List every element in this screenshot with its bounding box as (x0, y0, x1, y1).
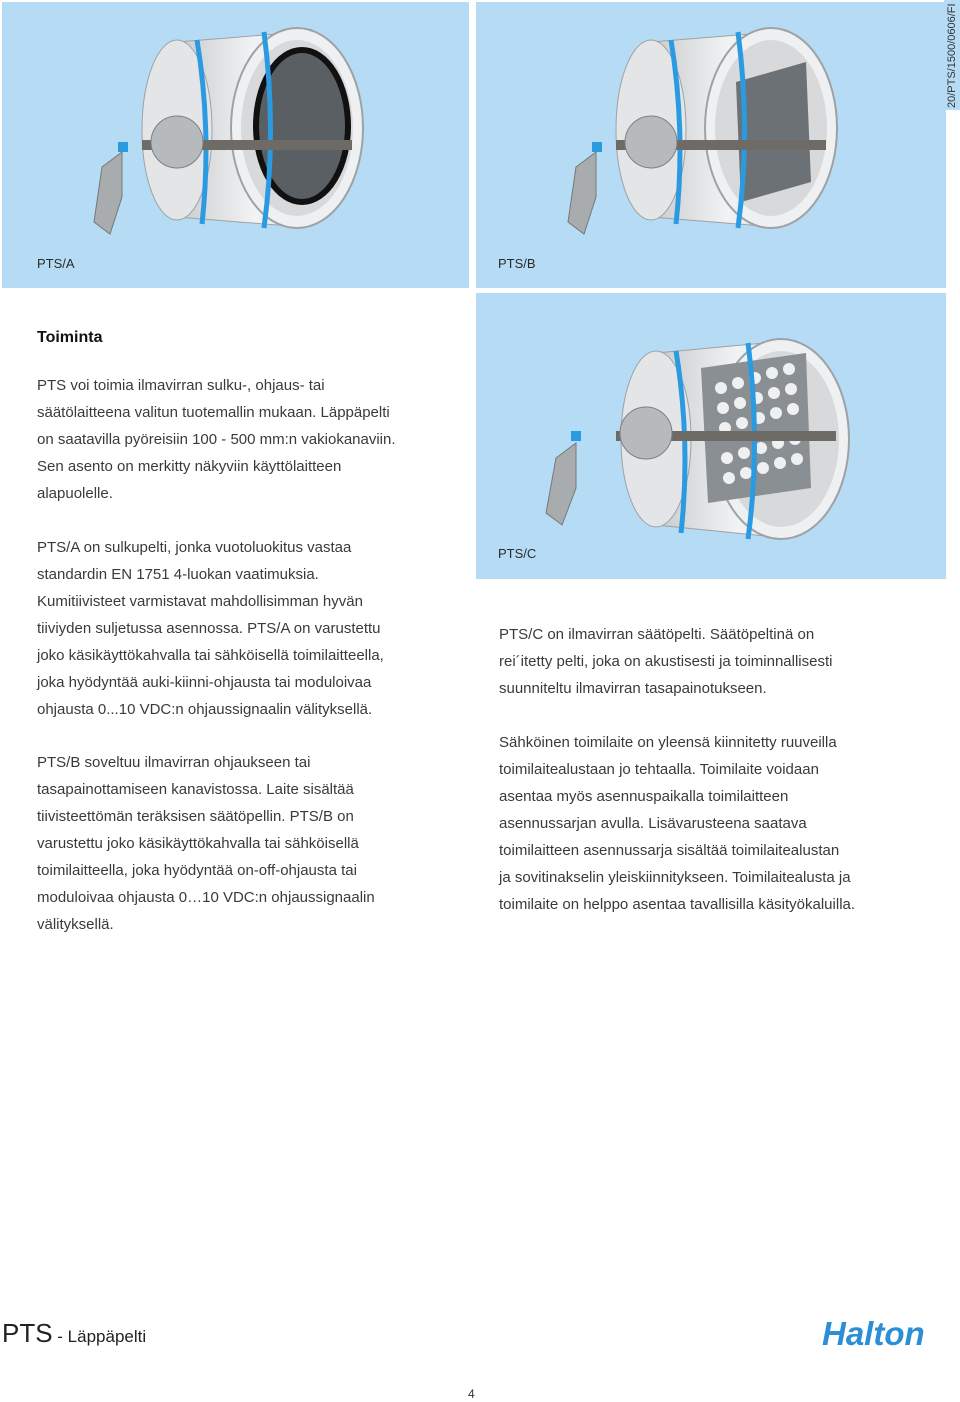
footer-product-name: - Läppäpelti (52, 1327, 147, 1346)
text-line: tiivisteettömän teräksisen säätöpellin. PTS/B on (37, 808, 354, 825)
product-panel-pts-a (2, 2, 469, 288)
text-line: ja sovitinakselin yleiskiinnitykseen. Toimilaitealusta ja (499, 869, 851, 886)
panel-label-pts-c: PTS/C (498, 546, 537, 561)
text-line: toimilaitteen asennussarja sisältää toimilaitealustan (499, 842, 840, 859)
halton-logo (822, 1316, 947, 1350)
text-line: varustettu joko käsikäyttökahvalla tai sähköisellä (37, 835, 359, 852)
text-line: tiiviyden suljetussa asennossa. PTS/A on varustettu (37, 620, 381, 637)
panel-label-pts-b: PTS/B (498, 256, 536, 271)
right-paragraph-1 (499, 621, 832, 702)
left-paragraph-2 (37, 534, 384, 723)
text-line: standardin EN 1751 4-luokan vaatimuksia. (37, 566, 319, 583)
text-line: toimilaite on helppo asentaa tavallisilla käsityökaluilla. (499, 896, 856, 913)
text-line: Sähköinen toimilaite on yleensä kiinnitetty ruuveilla (499, 734, 837, 751)
damper-illustration-pts-c (476, 293, 946, 579)
text-line: on saatavilla pyöreisiin 100 - 500 mm:n vakiokanaviin. (37, 431, 396, 448)
document-code-strip (944, 0, 960, 110)
damper-illustration-pts-a (2, 2, 469, 288)
text-line: suunniteltu ilmavirran tasapainotukseen. (499, 680, 767, 697)
text-line: alapuolelle. (37, 485, 113, 502)
left-paragraph-3 (37, 749, 375, 938)
product-panel-pts-c (476, 293, 946, 579)
text-line: PTS/C on ilmavirran säätöpelti. Säätöpeltinä on (499, 626, 815, 643)
left-paragraph-1 (37, 372, 396, 507)
text-line: säätölaitteena valitun tuotemallin mukaan. Läppäpelti (37, 404, 390, 421)
text-line: toimilaitteella, joka hyödyntää on-off-ohjausta tai (37, 862, 357, 879)
document-code: 20/PTS/1500/0606/FI (946, 3, 958, 108)
damper-illustration-pts-b (476, 2, 946, 288)
text-line: joka hyödyntää auki-kiinni-ohjausta tai moduloivaa (37, 674, 372, 691)
footer-product-code: PTS (2, 1318, 53, 1348)
product-panel-pts-b (476, 2, 946, 288)
text-line: toimilaitealustaan jo tehtaalla. Toimilaite voidaan (499, 761, 819, 778)
panel-label-pts-a: PTS/A (37, 256, 75, 271)
text-line: Kumitiivisteet varmistavat mahdollisimman hyvän (37, 593, 363, 610)
section-heading: Toiminta (37, 329, 103, 346)
page-number: 4 (468, 1387, 475, 1401)
text-line: moduloivaa ohjausta 0…10 VDC:n ohjaussignaalin (37, 889, 375, 906)
logo-text: Halton (822, 1316, 925, 1350)
text-line: asennussarjan avulla. Lisävarusteena saatava (499, 815, 807, 832)
text-line: asentaa myös asennuspaikalla toimilaitteen (499, 788, 789, 805)
text-line: PTS voi toimia ilmavirran sulku-, ohjaus- tai (37, 377, 325, 394)
text-line: tasapainottamiseen kanavistossa. Laite sisältää (37, 781, 354, 798)
text-line: PTS/B soveltuu ilmavirran ohjaukseen tai (37, 754, 311, 771)
text-line: välityksellä. (37, 916, 114, 933)
right-paragraph-2 (499, 729, 855, 918)
footer-title (2, 1318, 146, 1349)
text-line: joko käsikäyttökahvalla tai sähköisellä toimilaitteella, (37, 647, 384, 664)
text-line: ohjausta 0...10 VDC:n ohjaussignaalin välityksellä. (37, 701, 373, 718)
text-line: PTS/A on sulkupelti, jonka vuotoluokitus vastaa (37, 539, 352, 556)
text-line: Sen asento on merkitty näkyviin käyttölaitteen (37, 458, 342, 475)
text-line: rei´itetty pelti, joka on akustisesti ja toiminnallisesti (499, 653, 833, 670)
